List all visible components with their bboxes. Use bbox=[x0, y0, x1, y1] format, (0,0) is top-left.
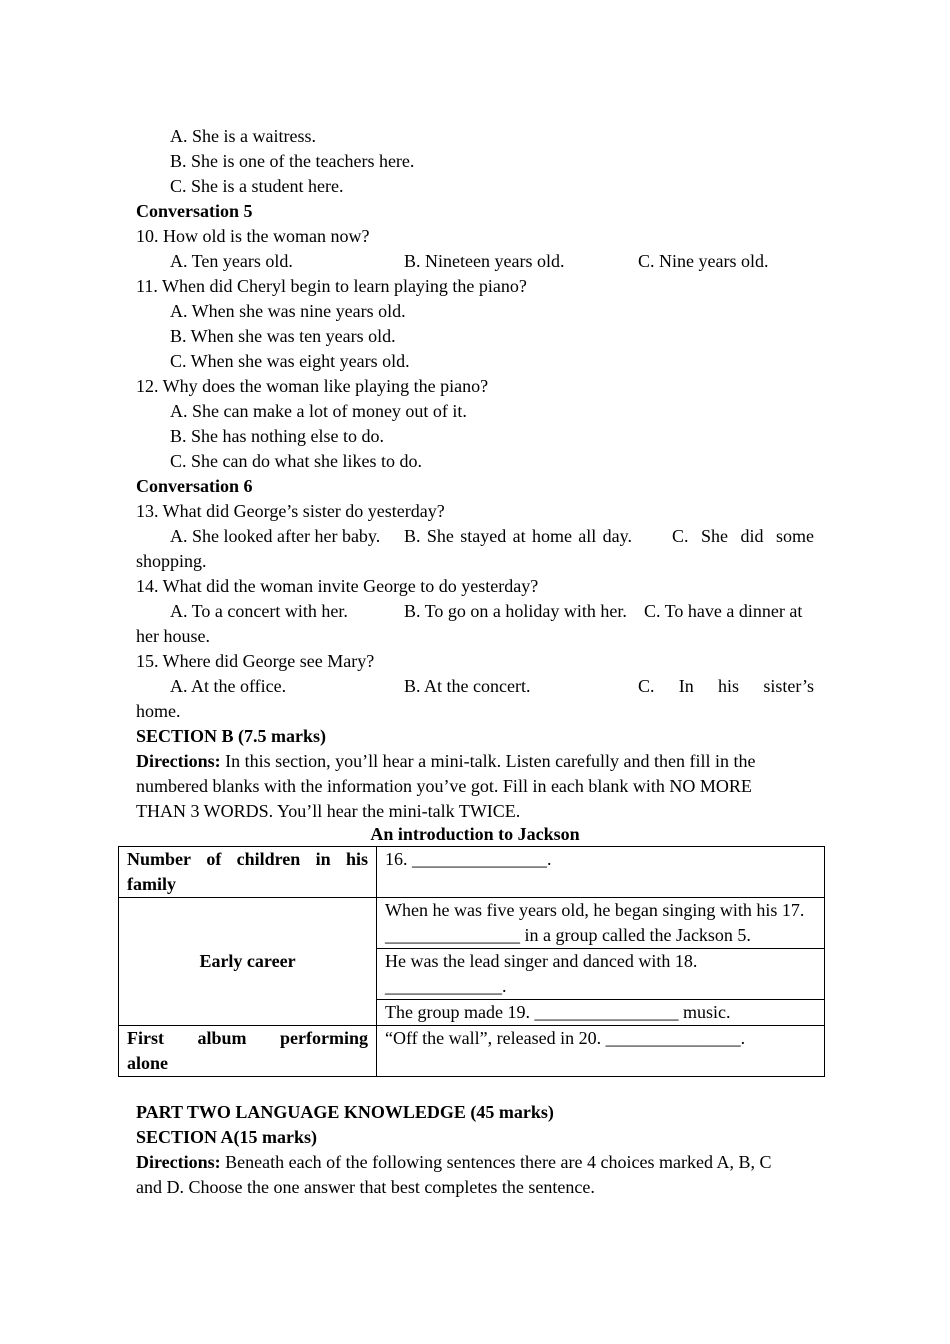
q13-option-c-cont: shopping. bbox=[136, 551, 207, 571]
q13-option-a: A. She looked after her baby. bbox=[170, 526, 381, 546]
table-title: An introduction to Jackson bbox=[370, 824, 580, 844]
q10-option-c: C. Nine years old. bbox=[638, 251, 769, 271]
early-career-cell-1: When he was five years old, he began singing with his 17. _______________ in a group called the Jackson 5. bbox=[377, 898, 825, 949]
directions-label: Directions: bbox=[136, 751, 221, 771]
q14-option-a: A. To a concert with her. bbox=[170, 601, 348, 621]
early-career-cell-2: He was the lead singer and danced with 18. _____________. bbox=[377, 949, 825, 1000]
early-career-cell-3: The group made 19. ________________ music. bbox=[377, 1000, 825, 1026]
first-album-value-cell: “Off the wall”, released in 20. _______________. bbox=[377, 1026, 825, 1077]
q15-option-b: B. At the concert. bbox=[404, 676, 531, 696]
part-two-heading: PART TWO LANGUAGE KNOWLEDGE (45 marks) bbox=[136, 1102, 554, 1122]
q10-question: 10. How old is the woman now? bbox=[136, 226, 370, 246]
part-two-directions-line1 bbox=[136, 1150, 771, 1175]
table-row bbox=[119, 847, 825, 898]
q12-question: 12. Why does the woman like playing the piano? bbox=[136, 376, 489, 396]
q9-option-c: C. She is a student here. bbox=[170, 176, 344, 196]
q15-question: 15. Where did George see Mary? bbox=[136, 651, 375, 671]
q14-option-c: C. To have a dinner at bbox=[644, 601, 803, 621]
table-row bbox=[119, 1026, 825, 1077]
q13-question: 13. What did George’s sister do yesterday? bbox=[136, 501, 445, 521]
children-value-cell: 16. _______________. bbox=[377, 847, 825, 898]
q11-question: 11. When did Cheryl begin to learn playing the piano? bbox=[136, 276, 527, 296]
q15-option-a: A. At the office. bbox=[170, 676, 287, 696]
table-row bbox=[119, 898, 825, 949]
conversation-6-heading: Conversation 6 bbox=[136, 476, 253, 496]
q9-option-b: B. She is one of the teachers here. bbox=[170, 151, 415, 171]
section-b-directions-line3: THAN 3 WORDS. You’ll hear the mini-talk TWICE. bbox=[136, 801, 521, 821]
q10-option-a: A. Ten years old. bbox=[170, 251, 293, 271]
part-two-directions-line2: and D. Choose the one answer that best completes the sentence. bbox=[136, 1177, 595, 1197]
q12-option-b: B. She has nothing else to do. bbox=[170, 426, 384, 446]
q15-option-c: C. In his sister’s bbox=[638, 676, 814, 696]
q11-option-b: B. When she was ten years old. bbox=[170, 326, 396, 346]
q15-option-c-cont: home. bbox=[136, 701, 181, 721]
q9-option-a: A. She is a waitress. bbox=[170, 126, 316, 146]
section-b-directions-line2: numbered blanks with the information you’ve got. Fill in each blank with NO MORE bbox=[136, 776, 752, 796]
q12-option-c: C. She can do what she likes to do. bbox=[170, 451, 422, 471]
early-career-label-cell: Early career bbox=[119, 898, 377, 1026]
q12-option-a: A. She can make a lot of money out of it. bbox=[170, 401, 467, 421]
q14-option-c-cont: her house. bbox=[136, 626, 210, 646]
jackson-info-table bbox=[118, 846, 825, 1077]
directions-label: Directions: bbox=[136, 1152, 221, 1172]
section-b-heading: SECTION B (7.5 marks) bbox=[136, 726, 327, 746]
children-label-cell: Number of children in his family bbox=[119, 847, 377, 898]
q11-option-a: A. When she was nine years old. bbox=[170, 301, 406, 321]
section-b-directions-line1 bbox=[136, 749, 756, 774]
q11-option-c: C. When she was eight years old. bbox=[170, 351, 410, 371]
q13-option-b: B. She stayed at home all day. bbox=[404, 526, 632, 546]
first-album-label-cell: First album performing alone bbox=[119, 1026, 377, 1077]
q10-option-b: B. Nineteen years old. bbox=[404, 251, 565, 271]
q14-option-b: B. To go on a holiday with her. bbox=[404, 601, 627, 621]
conversation-5-heading: Conversation 5 bbox=[136, 201, 253, 221]
q13-option-c: C. She did some bbox=[672, 526, 814, 546]
q14-question: 14. What did the woman invite George to do yesterday? bbox=[136, 576, 539, 596]
directions-text: Beneath each of the following sentences there are 4 choices marked A, B, C bbox=[220, 1152, 772, 1172]
part-two-section-a-heading: SECTION A(15 marks) bbox=[136, 1127, 318, 1147]
directions-text: In this section, you’ll hear a mini-talk. Listen carefully and then fill in the bbox=[220, 751, 756, 771]
